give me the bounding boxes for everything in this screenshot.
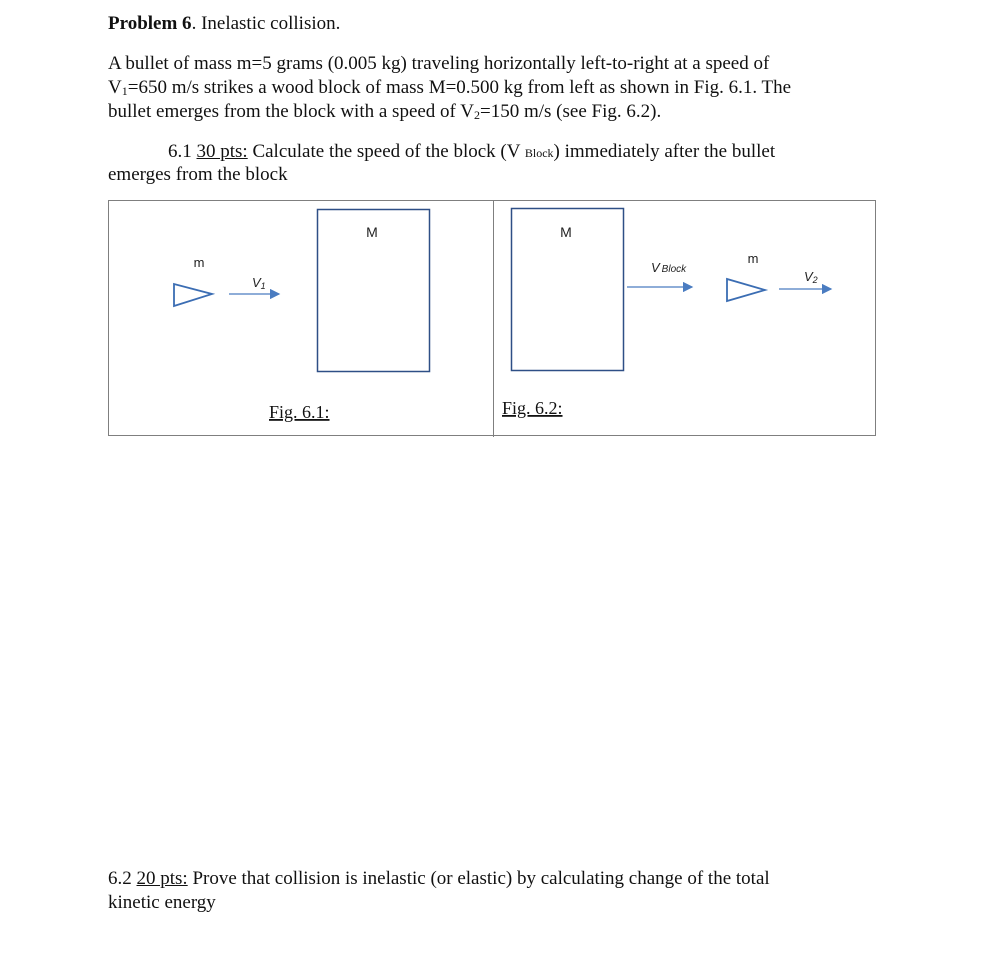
fig2-velocity-label xyxy=(804,269,818,285)
fig1-bullet-shape xyxy=(174,284,212,306)
question-6-2-line-2: kinetic energy xyxy=(108,892,216,913)
v1-subscript: 1 xyxy=(121,84,128,98)
question-6-1-line-2: emerges from the block xyxy=(108,164,288,185)
question-6-2-text: Prove that collision is inelastic (or elastic) by calculating change of the total xyxy=(187,868,770,889)
fig2-block-velocity-sub: Block xyxy=(661,264,687,275)
v1-symbol: V xyxy=(108,77,122,98)
paragraph-line-2 xyxy=(108,76,791,103)
fig2-block-velocity-label xyxy=(651,260,687,275)
problem-title-bold: Problem 6 xyxy=(108,13,192,34)
question-6-2-number: 6.2 xyxy=(108,868,137,889)
problem-title-rest: . Inelastic collision. xyxy=(191,13,341,34)
fig1-caption: Fig. 6.1: xyxy=(269,402,330,422)
figures-panel xyxy=(108,200,876,436)
question-6-2 xyxy=(108,867,770,890)
fig2-bullet-shape xyxy=(727,279,765,301)
fig2-caption: Fig. 6.2: xyxy=(502,398,563,418)
fig1-bullet-label: m xyxy=(193,255,205,270)
paragraph-line-3-text: bullet emerges from the block with a speed of V xyxy=(108,101,475,122)
figure-6-2 xyxy=(502,209,831,419)
figure-6-1 xyxy=(174,210,430,423)
problem-title xyxy=(108,12,340,35)
question-6-1-text: Calculate the speed of the block (V xyxy=(247,141,525,162)
fig1-velocity-label xyxy=(252,275,266,291)
question-6-1-points: 30 pts: xyxy=(196,141,248,162)
fig1-velocity-v: V xyxy=(252,275,261,290)
question-6-1-number: 6.1 xyxy=(168,141,197,162)
paragraph-line-1: A bullet of mass m=5 grams (0.005 kg) traveling horizontally left-to-right at a speed of xyxy=(108,53,770,74)
fig2-bullet-label: m xyxy=(747,251,759,266)
paragraph-line-3-end: =150 m/s (see Fig. 6.2). xyxy=(480,101,662,122)
question-6-1 xyxy=(168,140,775,165)
fig2-block-label: M xyxy=(560,224,572,240)
fig2-velocity-v: V xyxy=(804,269,813,284)
question-6-1-text-end: ) immediately after the bullet xyxy=(553,141,776,162)
figures-svg xyxy=(109,201,877,437)
v2-subscript: 2 xyxy=(474,108,481,122)
question-6-1-block-subscript: Block xyxy=(524,146,554,160)
paragraph-line-2-text: =650 m/s strikes a wood block of mass M=0.500 kg from left as shown in Fig. 6.1. The xyxy=(127,77,792,98)
fig1-block-label: M xyxy=(366,224,378,240)
question-6-2-points: 20 pts: xyxy=(136,868,188,889)
fig2-block-velocity-v: V xyxy=(651,260,660,275)
paragraph-line-3 xyxy=(108,100,661,127)
fig1-velocity-sub: 1 xyxy=(260,281,266,291)
fig2-velocity-sub: 2 xyxy=(812,275,818,285)
